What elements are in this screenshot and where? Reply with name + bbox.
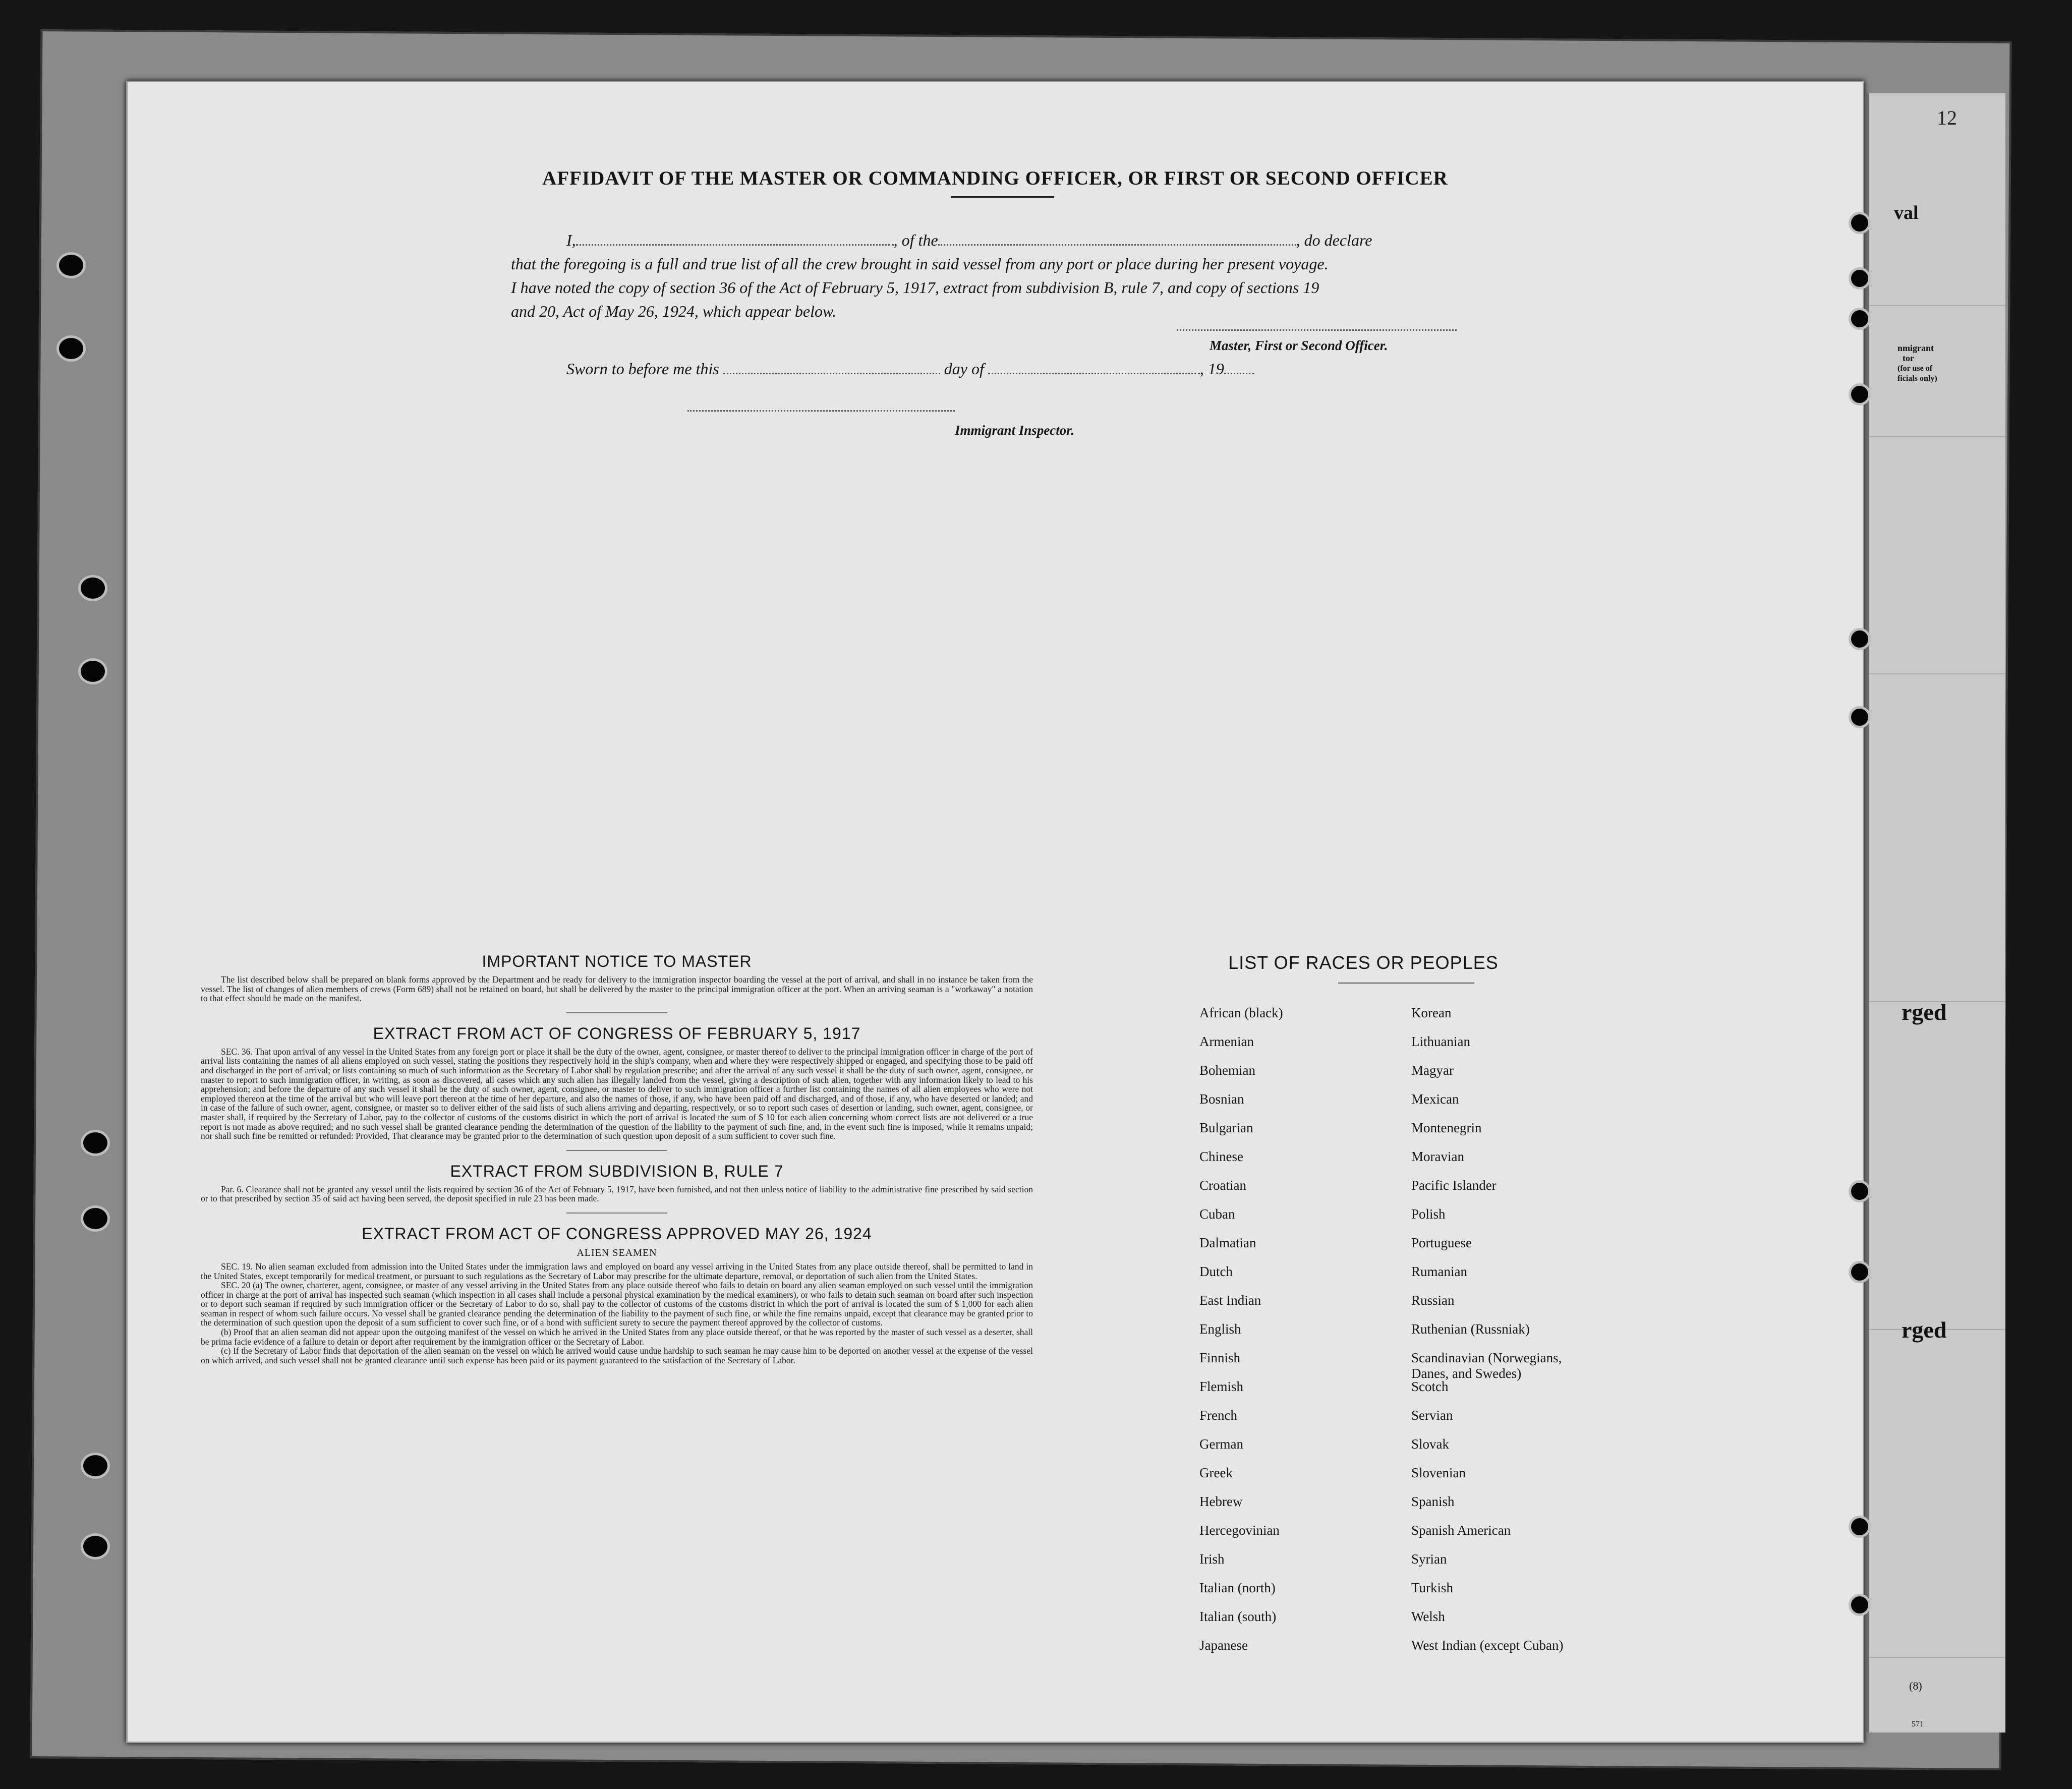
races-rule <box>1338 983 1474 984</box>
race-item: Bohemian <box>1199 1063 1255 1078</box>
race-item: Rumanian <box>1411 1264 1467 1279</box>
sec20b-paragraph: (b) Proof that an alien seaman did not appear upon the outgoing manifest of the vessel on which he arrived in the United States from any place outside thereof, or that he was reported by the master of such vessel as a deserter, shall be prima facie evidence of a failure to detain or deport after requirement by the immigration officer or the Secretary of Labor. <box>201 1327 1033 1347</box>
binder-hole <box>81 1205 110 1232</box>
blank-vessel-field[interactable] <box>938 242 1296 246</box>
blank-name-field[interactable] <box>576 242 894 246</box>
edge-text-immigrant: nmigrant <box>1897 343 1934 353</box>
race-item: Korean <box>1411 1005 1452 1020</box>
binder-hole <box>1849 267 1871 290</box>
race-item: Ruthenian (Russniak) <box>1411 1321 1530 1337</box>
binder-hole <box>1849 212 1871 234</box>
race-item: Spanish <box>1411 1494 1455 1509</box>
races-title: LIST OF RACES OR PEOPLES <box>1228 952 1499 973</box>
race-item: Servian <box>1411 1408 1453 1423</box>
inspector-signature-label: Immigrant Inspector. <box>955 423 1075 438</box>
race-item: Mexican <box>1411 1091 1459 1107</box>
affidavit-line-2: that the foregoing is a full and true list of all the crew brought in said vessel from any port or place during her present voyage. <box>511 255 1329 273</box>
race-item: Polish <box>1411 1206 1446 1222</box>
divider <box>1869 1657 2005 1658</box>
alien-seamen-subtitle: ALIEN SEAMEN <box>577 1247 657 1258</box>
sec20a-paragraph: SEC. 20 (a) The owner, charterer, agent, consignee, or master of any vessel arriving in the United States from any place outside thereof who fails to detain on board any alien seaman employed on such vessel until the immigration officer in charge at the port of arrival has inspected such seaman (which inspection in all cases shall include a personal physical examination by the medical examiners), or who fails to detain such seaman on board after such inspection or to deport such seaman if required by such immigration officer or the Secretary of Labor to do so, shall pay to the collector of customs of the customs district in which the port of arrival is located the sum of $ 1,000 for each alien seaman in respect of whom such failure occurs. No vessel shall be granted clearance pending the determination of the liability to the payment of such fine, or while the fine remains unpaid, except that clearance may be granted prior to the determination of such question upon the deposit of a sum sufficient to cover such fine, or of a bond with sufficient surety to secure the payment thereof approved by the collector of customs. <box>201 1280 1033 1328</box>
edge-text-rged-1: rged <box>1902 999 1947 1025</box>
page-number-right: 12 <box>1937 106 1957 129</box>
binder-hole <box>1849 628 1871 650</box>
race-item: Portuguese <box>1411 1235 1472 1250</box>
blank-year-field[interactable] <box>1224 371 1254 374</box>
rule7-body: Par. 6. Clearance shall not be granted any vessel until the lists required by section 36 of the Act of February 5, 1917, have been furnished, and not then unless notice of liability to the administrative fine prescribed by said section or to that prescribed by section 35 of said act having been served, the deposit specified in rule 23 has been made. <box>201 1184 1033 1204</box>
affidavit-of-the: , of the <box>893 231 938 249</box>
title-rule <box>951 196 1054 198</box>
binder-hole <box>56 335 86 362</box>
inspector-signature-line[interactable] <box>687 410 955 412</box>
race-item: Flemish <box>1199 1379 1244 1394</box>
race-item: Irish <box>1199 1551 1225 1567</box>
race-item: Scotch <box>1411 1379 1449 1394</box>
race-item: Slovenian <box>1411 1465 1466 1480</box>
race-item: Armenian <box>1199 1034 1254 1049</box>
blank-month-field[interactable] <box>988 371 1200 374</box>
race-item: Dalmatian <box>1199 1235 1256 1250</box>
race-item: Pacific Islander <box>1411 1178 1497 1193</box>
race-item: Greek <box>1199 1465 1233 1480</box>
race-item: Dutch <box>1199 1264 1233 1279</box>
binder-hole <box>1849 383 1871 406</box>
race-item-continuation: Danes, and Swedes) <box>1411 1366 1522 1381</box>
race-item: African (black) <box>1199 1005 1283 1020</box>
affidavit-line-4: and 20, Act of May 26, 1924, which appear below. <box>511 302 836 320</box>
race-item: Turkish <box>1411 1580 1454 1595</box>
edge-text-code-8: (8) <box>1909 1680 1922 1692</box>
race-item: French <box>1199 1408 1237 1423</box>
race-item: Montenegrin <box>1411 1120 1482 1135</box>
race-item: Bulgarian <box>1199 1120 1253 1135</box>
divider <box>1869 436 2005 437</box>
edge-text-for-use: (for use of <box>1897 364 1933 373</box>
binder-hole <box>1849 1261 1871 1283</box>
race-item: Croatian <box>1199 1178 1246 1193</box>
race-item: Syrian <box>1411 1551 1447 1567</box>
race-item: Bosnian <box>1199 1091 1244 1107</box>
race-item: Hebrew <box>1199 1494 1243 1509</box>
sworn-line <box>566 360 1254 378</box>
binder-hole <box>78 658 107 684</box>
section-rule <box>566 1213 667 1214</box>
race-item: Cuban <box>1199 1206 1235 1222</box>
notice-body: The list described below shall be prepared on blank forms approved by the Department and be ready for delivery to the immigration inspector boarding the vessel at the port of arrival, and shall in no instance be taken from the vessel. The list of changes of alien members of crews (Form 689) shall not be retained on board, but shall be delivered by the master to the principal immigration officer at the port. When an arriving seaman is a "workaway" a notation to that effect should be made on the manifest. <box>201 974 1033 1004</box>
edge-text-tor: tor <box>1903 353 1914 363</box>
binder-hole <box>81 1453 110 1479</box>
day-of-text: day of <box>944 360 984 378</box>
rule7-title: EXTRACT FROM SUBDIVISION B, RULE 7 <box>450 1162 784 1180</box>
edge-text-code-571: 571 <box>1912 1720 1924 1728</box>
master-signature-line[interactable] <box>1177 329 1457 331</box>
sworn-text: Sworn to before me this <box>566 360 719 378</box>
extract-1917-body: SEC. 36. That upon arrival of any vessel in the United States from any foreign port or place it shall be the duty of the owner, agent, consignee, or master thereof to deliver to the principal immigration officer in charge of the port of arrival lists containing the names of all aliens employed on such vessel, stating the positions they respectively hold in the ship's company, when and where they were respectively shipped or engaged, and specifying those to be paid off and discharged in the port of arrival; or lists containing so much of such information as the Secretary of Labor shall by regulation prescribe; and after the arrival of any such vessel it shall be the duty of such owner, agent, consignee, or master to report to such immigration officer, in writing, as soon as discovered, all cases which any such alien has illegally landed from the vessel, giving a description of such alien, together with any information likely to lead to his apprehension; and before the departure of any such vessel it shall be the duty of such owner, agent, consignee, or master to deliver to such immigration officer a further list containing the names of all alien employees who were not employed thereon at the time of the arrival but who will leave port thereon at the time of her departure, and also the names of those, if any, who have been paid off and discharged, and of those, if any, who have deserted or landed; and in case of the failure of such owner, agent, consignee, or master so to deliver either of the said lists of such aliens arriving and departing, respectively, or so to report such cases of desertion or landing, such owner, agent, consignee, or master shall, if required by the Secretary of Labor, pay to the collector of customs of the customs district in which the port of arrival is located the sum of $ 10 for each alien concerning whom correct lists are not delivered or a true report is not made as above required; and no such vessel shall be granted clearance pending the determination of the question of the liability to the payment of such fine, and, in the event such fine is imposed, while it remains unpaid; nor shall such fine be remitted or refunded: Provided, That clearance may be granted prior to the determination of such question upon deposit of a sum sufficient to cover such fine. <box>201 1046 1033 1141</box>
edge-text-officials: ficials only) <box>1897 374 1937 383</box>
race-item: Lithuanian <box>1411 1034 1470 1049</box>
binder-hole <box>56 252 86 278</box>
affidavit-line-3: I have noted the copy of section 36 of the Act of February 5, 1917, extract from subdivision B, rule 7, and copy of sections 19 <box>511 278 1319 297</box>
race-item: Italian (north) <box>1199 1580 1276 1595</box>
race-item: German <box>1199 1436 1243 1452</box>
sec20c-paragraph: (c) If the Secretary of Labor finds that deportation of the alien seaman on the vessel on which he arrived would cause undue hardship to such seaman he may cause him to be deported on another vessel at the expense of the vessel on which arrived, and such vessel shall not be granted clearance until such expense has been paid or its payment guaranteed to the satisfaction of the Secretary of Labor. <box>201 1346 1033 1365</box>
race-item: Russian <box>1411 1293 1455 1308</box>
race-item: Welsh <box>1411 1609 1445 1624</box>
race-item: English <box>1199 1321 1241 1337</box>
race-item: East Indian <box>1199 1293 1261 1308</box>
master-signature-label: Master, First or Second Officer. <box>1210 338 1388 353</box>
race-item: West Indian (except Cuban) <box>1411 1638 1564 1653</box>
race-item: Japanese <box>1199 1638 1248 1653</box>
divider <box>1869 673 2005 674</box>
sec19-paragraph: SEC. 19. No alien seaman excluded from admission into the United States under the immigration laws and employed on board any vessel arriving in the United States from any place outside thereof, shall be permitted to land in the United States, except temporarily for medical treatment, or pursuant to such regulations as the Secretary of Labor may prescribe for the ultimate departure, removal, or deportation of such alien from the United States. <box>201 1261 1033 1281</box>
race-item: Finnish <box>1199 1350 1241 1365</box>
edge-text-rged-2: rged <box>1902 1317 1947 1343</box>
section-rule <box>566 1150 667 1151</box>
affidavit-title: AFFIDAVIT OF THE MASTER OR COMMANDING OFFICER, OR FIRST OR SECOND OFFICER <box>542 167 1448 189</box>
race-item: Spanish American <box>1411 1523 1511 1538</box>
extract-1924-title: EXTRACT FROM ACT OF CONGRESS APPROVED MAY 26, 1924 <box>362 1224 872 1243</box>
race-item: Italian (south) <box>1199 1609 1277 1624</box>
race-item: Hercegovinian <box>1199 1523 1280 1538</box>
race-item: Moravian <box>1411 1149 1464 1164</box>
affidavit-body <box>511 228 1631 323</box>
binder-hole <box>81 1130 110 1156</box>
binder-hole <box>1849 1180 1871 1202</box>
race-item: Scandinavian (Norwegians, <box>1411 1350 1562 1365</box>
notices-column <box>201 952 1033 1365</box>
binder-hole <box>1849 308 1871 330</box>
blank-day-field[interactable] <box>723 371 940 374</box>
year-prefix: , 19 <box>1199 360 1224 378</box>
underlying-sheet <box>1866 93 2005 1733</box>
binder-hole <box>78 575 107 601</box>
race-item: Chinese <box>1199 1149 1243 1164</box>
manifest-page <box>126 81 1864 1743</box>
affidavit-i: I, <box>566 231 576 249</box>
binder-hole <box>81 1533 110 1560</box>
binder-hole <box>1849 1594 1871 1616</box>
binder-hole <box>1849 706 1871 728</box>
affidavit-declare: , do declare <box>1296 231 1372 249</box>
race-item: Magyar <box>1411 1063 1454 1078</box>
section-rule <box>566 1012 667 1013</box>
binder-hole <box>1849 1516 1871 1538</box>
race-item: Slovak <box>1411 1436 1450 1452</box>
extract-1917-title: EXTRACT FROM ACT OF CONGRESS OF FEBRUARY 5, 1917 <box>373 1024 861 1043</box>
divider <box>1869 305 2005 306</box>
notice-title: IMPORTANT NOTICE TO MASTER <box>482 952 752 970</box>
edge-text-val: val <box>1894 202 1919 223</box>
